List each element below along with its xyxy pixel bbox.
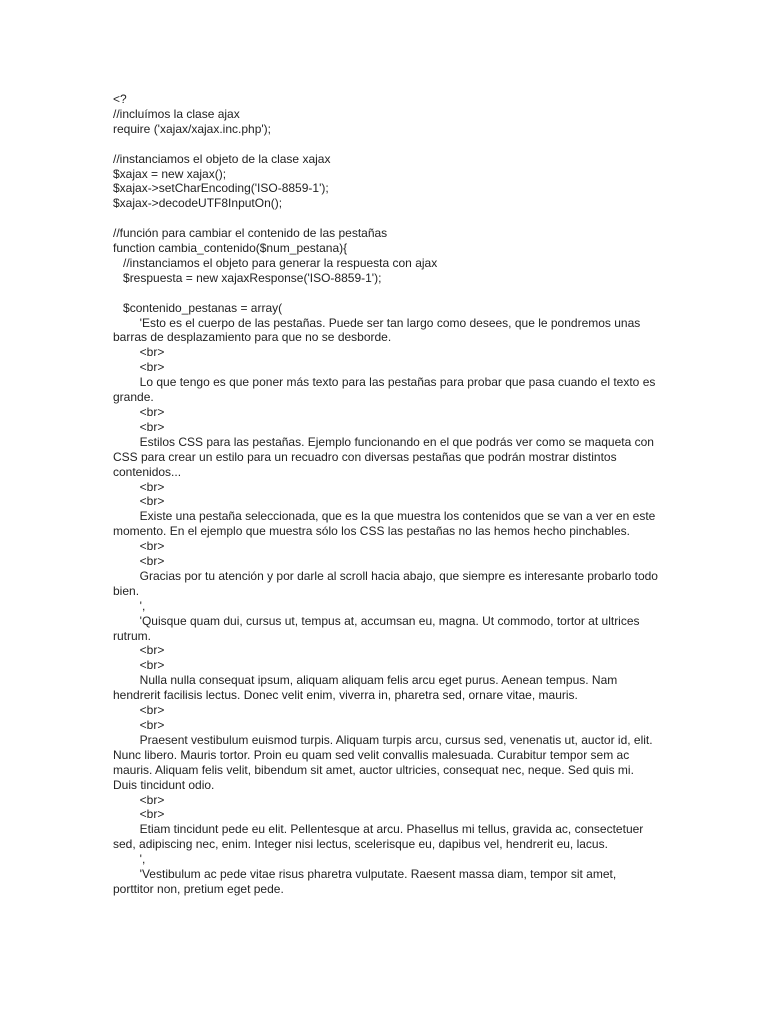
code-line: Existe una pestaña seleccionada, que es la que muestra los contenidos que se van a ver en este momento. En el ejemplo que muestra sólo los CSS las pestañas no las hemos hecho pinchables. [113,509,659,539]
code-line: <br> [113,554,165,569]
code-line: require ('xajax/xajax.inc.php'); [113,121,271,136]
code-line: <br> [113,479,165,494]
code-line: ', [113,598,146,613]
code-line: Estilos CSS para las pestañas. Ejemplo funcionando en el que podrás ver como se maqueta con CSS para crear un estilo para un recuadro con diversas pestañas que podrán mostrar distintos contenidos... [113,434,658,479]
code-line [113,211,658,226]
code-line [113,137,658,152]
code-line: //incluímos la clase ajax [113,106,240,121]
code-line: Gracias por tu atención y por darle al scroll hacia abajo, que siempre es interesante probarlo todo bien. [113,568,662,598]
code-listing [113,92,662,897]
code-line: <br> [113,345,165,360]
code-line: <br> [113,419,165,434]
code-line: <br> [113,360,165,375]
code-line: $respuesta = new xajaxResponse('ISO-8859-1'); [113,270,382,285]
code-line: <br> [113,792,165,807]
code-line: 'Quisque quam dui, cursus ut, tempus at, accumsan eu, magna. Ut commodo, tortor at ultrices rutrum. [113,613,643,643]
code-line: //instanciamos el objeto de la clase xajax [113,151,331,166]
code-line: $xajax = new xajax(); [113,166,227,181]
code-line: function cambia_contenido($num_pestana){ [113,241,348,256]
code-line: ', [113,852,146,867]
code-line: <br> [113,658,165,673]
code-line: Etiam tincidunt pede eu elit. Pellentesque at arcu. Phasellus mi tellus, gravida ac, consectetuer sed, adipiscing nec, enim. Integer nisi lectus, scelerisque eu, dapibus vel, hendrerit eu, lacus. [113,822,647,852]
code-line [113,286,658,301]
code-line: $xajax->decodeUTF8InputOn(); [113,196,283,211]
code-line: <br> [113,643,165,658]
code-line: 'Esto es el cuerpo de las pestañas. Puede ser tan largo como desees, que le pondremos unas barras de desplazamiento para que no se desborde. [113,315,644,345]
code-line: <br> [113,718,165,733]
code-line: Nulla nulla consequat ipsum, aliquam aliquam felis arcu eget purus. Aenean tempus. Nam hendrerit facilisis lectus. Donec velit enim, viverra in, pharetra sed, ornare vitae, mauris. [113,673,621,703]
code-line: $contenido_pestanas = array( [113,300,283,315]
code-line: //instanciamos el objeto para generar la respuesta con ajax [113,255,438,270]
code-line: 'Vestibulum ac pede vitae risus pharetra vulputate. Raesent massa diam, tempor sit amet, porttitor non, pretium eget pede. [113,867,620,896]
code-line: <? [113,92,127,106]
code-line: Lo que tengo es que poner más texto para las pestañas para probar que pasa cuando el texto es grande. [113,375,659,405]
code-line: <br> [113,494,165,509]
code-line: <br> [113,807,165,822]
code-line: //función para cambiar el contenido de las pestañas [113,226,388,241]
code-line: $xajax->setCharEncoding('ISO-8859-1'); [113,181,329,196]
code-line: <br> [113,703,165,718]
code-line: <br> [113,539,165,554]
code-line: <br> [113,404,165,419]
code-line: Praesent vestibulum euismod turpis. Aliquam turpis arcu, cursus sed, venenatis ut, auctor id, elit. Nunc libero. Mauris tortor. Proin eu quam sed velit convallis malesuada. Curabitur tempor sem ac mauris. Aliquam felis velit, bibendum sit amet, auctor ultricies, consequat nec, neque. Sed quis mi. Duis tincidunt odio. [113,732,656,792]
